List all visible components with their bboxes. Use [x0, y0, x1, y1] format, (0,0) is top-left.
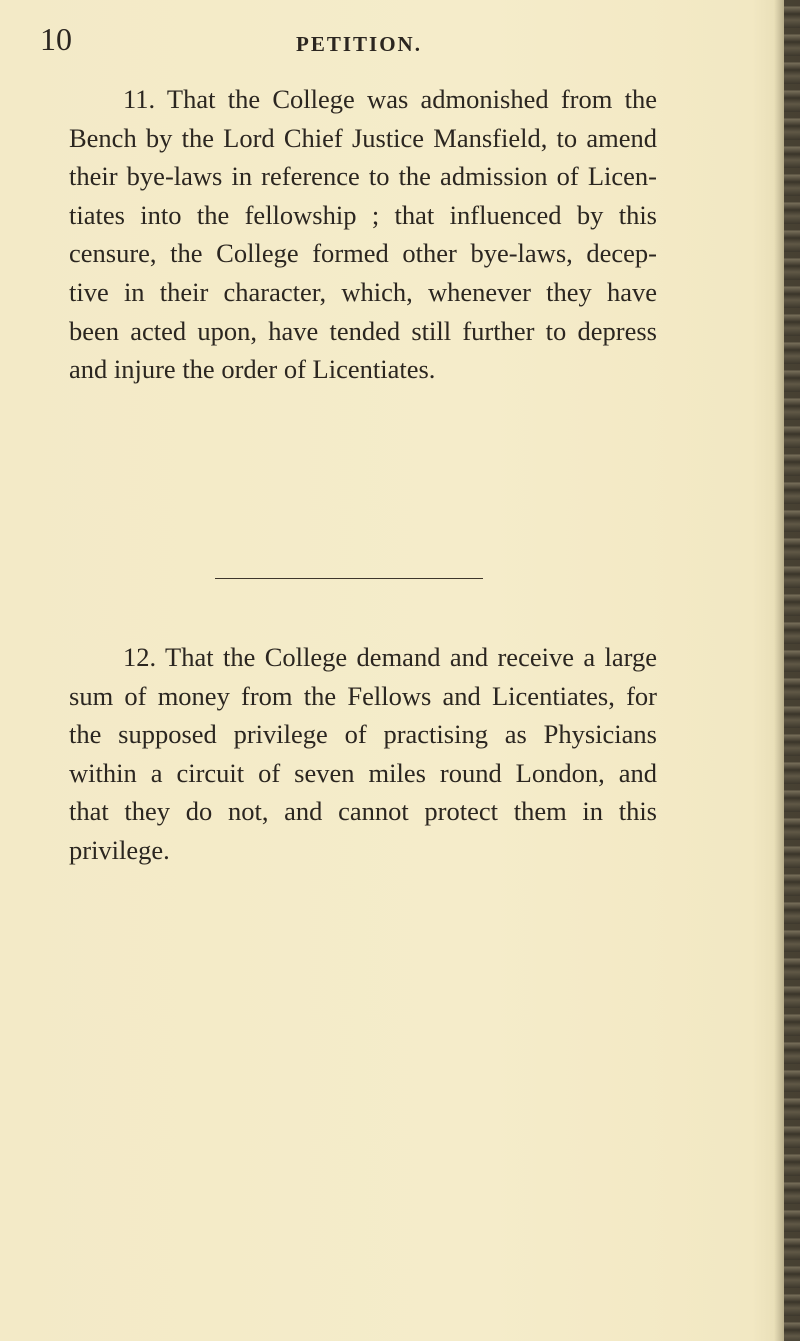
- paragraph-line: sum of money from the Fellows and Licentiates, for: [69, 680, 657, 711]
- paragraph-line: privilege.: [69, 834, 170, 865]
- running-head: PETITION.: [296, 32, 422, 56]
- paragraph-line: that they do not, and cannot protect them in this: [69, 796, 657, 827]
- paragraph-line: and injure the order of Licentiates.: [69, 354, 436, 385]
- paragraph-line: Bench by the Lord Chief Justice Mansfield, to amend: [69, 122, 657, 153]
- paragraph-line: 11. That the College was admonished from the: [123, 84, 657, 114]
- book-page-edge: [784, 0, 800, 1341]
- page-number: 10: [40, 21, 72, 57]
- paragraph-line: censure, the College formed other bye-laws, decep-: [69, 238, 657, 269]
- page-header: [40, 18, 740, 58]
- paragraph-line: the supposed privilege of practising as Physicians: [69, 719, 657, 750]
- paragraph-line: 12. That the College demand and receive a large: [123, 642, 657, 672]
- paragraph-line: been acted upon, have tended still further to depress: [69, 315, 657, 346]
- section-divider: [215, 578, 483, 579]
- paragraph-12: [69, 638, 657, 870]
- paragraph-line: their bye-laws in reference to the admission of Licen-: [69, 161, 657, 192]
- paragraph-11: [69, 80, 657, 389]
- paragraph-line: tiates into the fellowship ; that influenced by this: [69, 199, 657, 230]
- paragraph-line: tive in their character, which, whenever they have: [69, 276, 657, 307]
- page-edge-shadow: [774, 0, 784, 1341]
- paragraph-line: within a circuit of seven miles round London, and: [69, 757, 657, 788]
